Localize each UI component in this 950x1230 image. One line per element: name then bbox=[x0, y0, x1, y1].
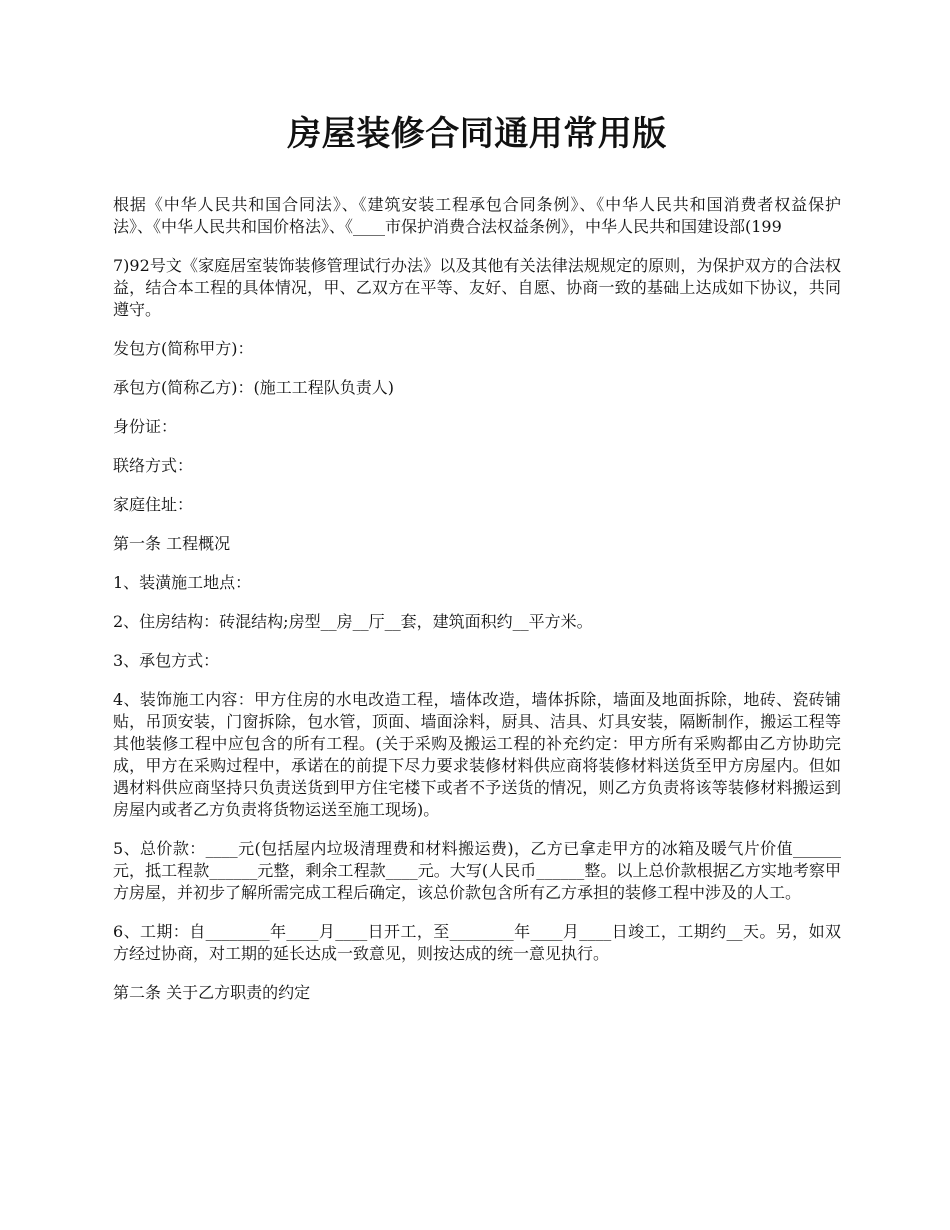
clause-2-structure: 2、住房结构：砖混结构;房型__房__厅__套，建筑面积约__平方米。 bbox=[113, 612, 593, 631]
clause-1-location: 1、装潢施工地点： bbox=[113, 573, 252, 592]
document-title: 房屋装修合同通用常用版 bbox=[287, 114, 667, 154]
article-2-heading: 第二条 关于乙方职责的约定 bbox=[113, 983, 311, 1002]
clause-6-schedule: 6、工期：自________年____月____日开工，至________年____月____日竣工，工期约__天。另，如双方经过协商，对工期的延长达成一致意见，则按达成的统一意见执行。 bbox=[113, 922, 841, 963]
document-page bbox=[113, 108, 841, 1021]
party-b-field: 承包方(简称乙方)：(施工工程队负责人) bbox=[113, 378, 394, 397]
clause-5-total-price: 5、总价款：____元(包括屋内垃圾清理费和材料搬运费)，乙方已拿走甲方的冰箱及暖气片价值______元，抵工程款______元整，剩余工程款____元。大写(人民币______整。以上总价款根据乙方实地考察甲方房屋，并初步了解所需完成工程后确定，该总价款包含所有乙方承担的装修工程中涉及的人工。 bbox=[113, 839, 841, 902]
party-a-field: 发包方(简称甲方)： bbox=[113, 339, 254, 358]
contact-field: 联络方式： bbox=[113, 456, 194, 475]
article-1-heading: 第一条 工程概况 bbox=[113, 534, 231, 553]
address-field: 家庭住址： bbox=[113, 495, 194, 514]
clause-3-contract-method: 3、承包方式： bbox=[113, 651, 220, 670]
id-card-field: 身份证： bbox=[113, 417, 178, 436]
preamble-paragraph-2: 7)92号文《家庭居室装饰装修管理试行办法》以及其他有关法律法规规定的原则，为保护双方的合法权益，结合本工程的具体情况，甲、乙双方在平等、友好、自愿、协商一致的基础上达成如下协议，共同遵守。 bbox=[113, 256, 841, 319]
clause-4-construction-content: 4、装饰施工内容：甲方住房的水电改造工程，墙体改造，墙体拆除，墙面及地面拆除，地砖、瓷砖铺贴，吊顶安装，门窗拆除，包水管，顶面、墙面涂料，厨具、洁具、灯具安装，隔断制作，搬运工程等其他装修工程中应包含的所有工程。(关于采购及搬运工程的补充约定：甲方所有采购都由乙方协助完成，甲方在采购过程中，承诺在的前提下尽力要求装修材料供应商将装修材料送货至甲方房屋内。但如遇材料供应商坚持只负责送货到甲方住宅楼下或者不予送货的情况，则乙方负责将该等装修材料搬运到房屋内或者乙方负责将货物运送至施工现场)。 bbox=[113, 690, 841, 819]
preamble-paragraph-1: 根据《中华人民共和国合同法》、《建筑安装工程承包合同条例》、《中华人民共和国消费者权益保护法》、《中华人民共和国价格法》、《____市保护消费合法权益条例》，中华人民共和国建设部(199 bbox=[113, 195, 841, 236]
